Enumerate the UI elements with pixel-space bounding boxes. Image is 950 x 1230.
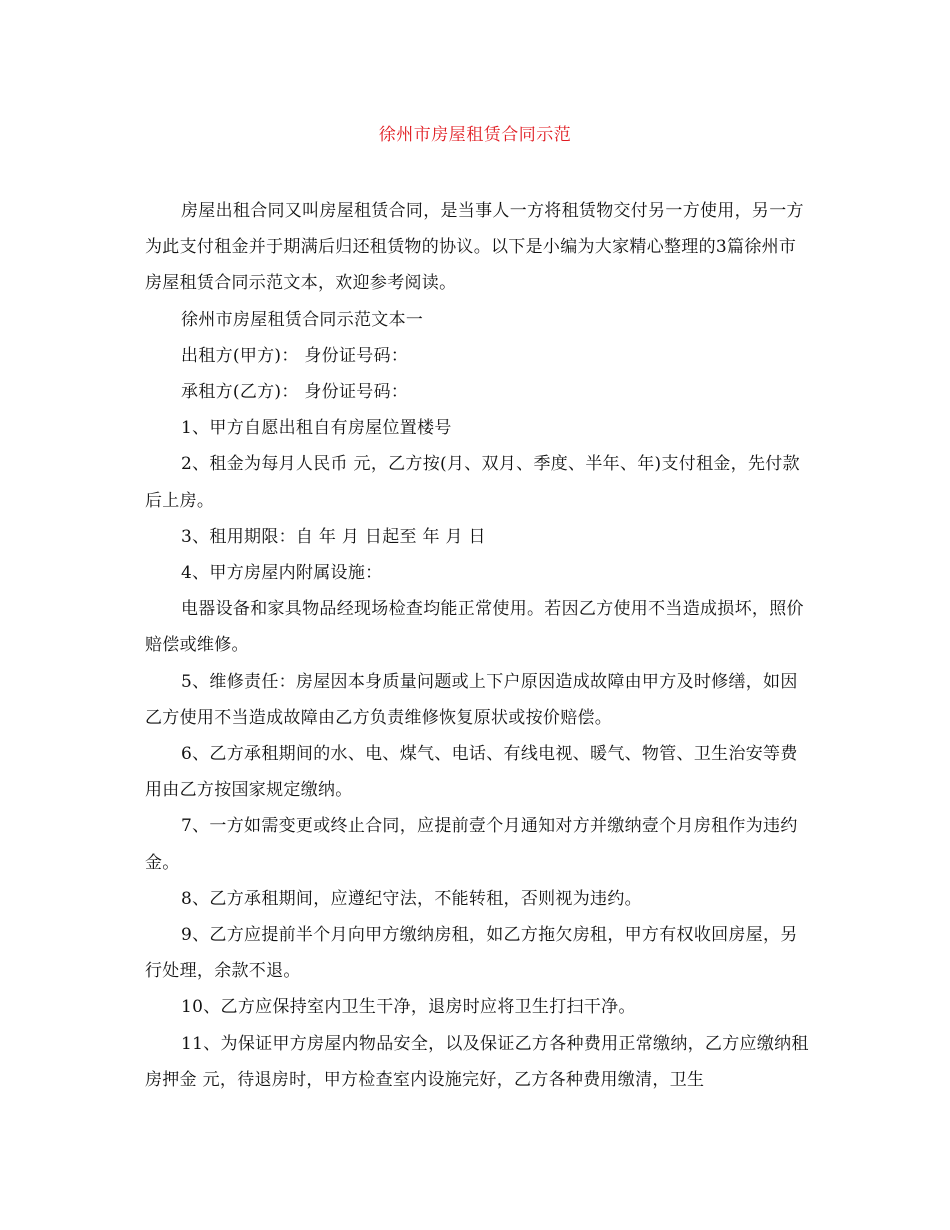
clause-1: 1、甲方自愿出租自有房屋位置楼号: [181, 418, 452, 439]
clause-4-detail: 电器设备和家具物品经现场检查均能正常使用。若因乙方使用不当造成损坏，照价赔偿或维修。: [145, 599, 804, 656]
document-title: 徐州市房屋租赁合同示范: [378, 125, 572, 145]
clause-6: 6、乙方承租期间的水、电、煤气、电话、有线电视、暖气、物管、卫生治安等费用由乙方按国家规定缴纳。: [145, 744, 798, 801]
sample-heading: 徐州市房屋租赁合同示范文本一: [181, 309, 424, 330]
clause-11: 11、为保证甲方房屋内物品安全，以及保证乙方各种费用正常缴纳，乙方应缴纳租房押金 元，待退房时，甲方检查室内设施完好，乙方各种费用缴清，卫生: [145, 1033, 809, 1090]
clause-7: 7、一方如需变更或终止合同，应提前壹个月通知对方并缴纳壹个月房租作为违约金。: [145, 816, 798, 873]
lessee-line: 承租方(乙方)： 身份证号码：: [181, 382, 409, 403]
lessor-line: 出租方(甲方)： 身份证号码：: [181, 345, 409, 366]
intro-paragraph: 房屋出租合同又叫房屋租赁合同，是当事人一方将租赁物交付另一方使用，另一方为此支付租金并于期满后归还租赁物的协议。以下是小编为大家精心整理的3篇徐州市房屋租赁合同示范文本，欢迎参考阅读。: [145, 201, 804, 294]
clause-2: 2、租金为每月人民币 元，乙方按(月、双月、季度、半年、年)支付租金，先付款后上房。: [145, 454, 800, 511]
clause-9: 9、乙方应提前半个月向甲方缴纳房租，如乙方拖欠房租，甲方有权收回房屋，另行处理，余款不退。: [145, 925, 798, 982]
clause-5: 5、维修责任：房屋因本身质量问题或上下户原因造成故障由甲方及时修缮，如因乙方使用不当造成故障由乙方负责维修恢复原状或按价赔偿。: [145, 671, 798, 728]
clause-8: 8、乙方承租期间，应遵纪守法，不能转租，否则视为违约。: [181, 888, 642, 909]
clause-10: 10、乙方应保持室内卫生干净，退房时应将卫生打扫干净。: [181, 997, 636, 1018]
clause-4: 4、甲方房屋内附属设施：: [181, 563, 383, 584]
clause-3: 3、租用期限：自 年 月 日起至 年 月 日: [181, 526, 486, 547]
document-body: [145, 193, 810, 1098]
